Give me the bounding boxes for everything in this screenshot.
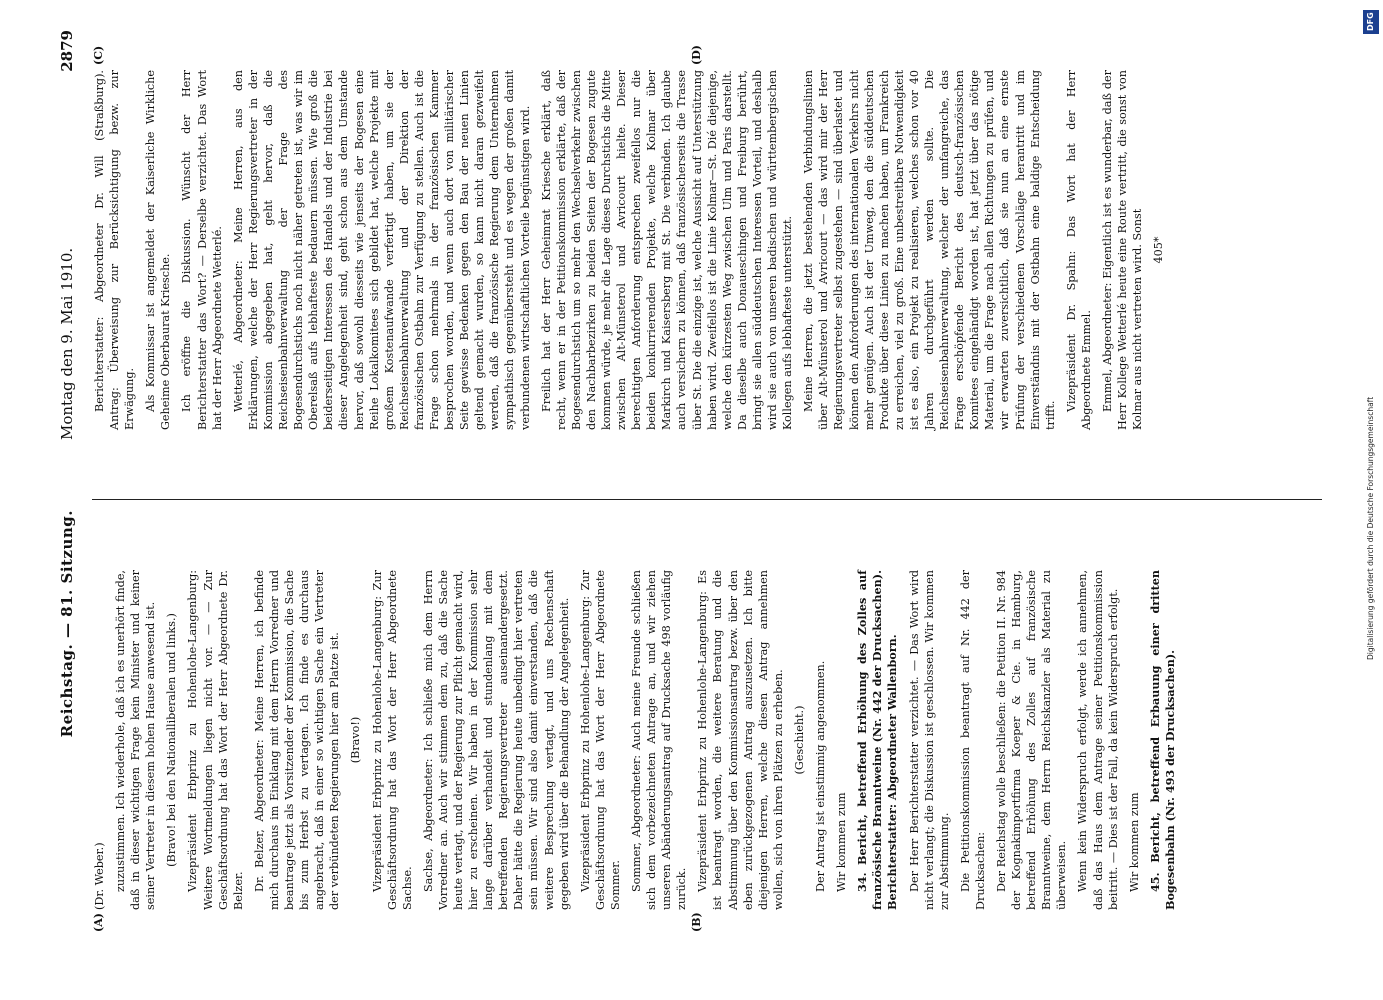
dfg-logo: DFG xyxy=(1363,10,1379,34)
marker-d: (D) xyxy=(690,45,703,65)
interjection: (Geschieht.) xyxy=(792,705,806,775)
paragraph: Emmel, Abgeordneter: Eigentlich ist es wunderbar, daß der Herr Kollege Wetterlé heute eine Route vertritt, die sonst von Kolmar aus nicht vertreten wird. Sonst xyxy=(1101,70,1145,430)
paragraph: Meine Herren, die jetzt bestehenden Verbindungslinien über Alt-Münsterol und Avricourt — das wird mir der Herr Regierungsvertreter selbst zugestehen — sind überlastet und können den Anforderungen des internationalen Verkehrs nicht mehr genügen. Auch ist der Umweg, den die süddeutschen Produkte über diese Linien zu machen haben, um Frankreich zu erreichen, viel zu groß. Eine unbestreitbare Notwendigkeit ist es also, ein Projekt zu realisieren, welches schon vor 40 Jahren durchgeführt werden sollte. Die Reichseisenbahnverwaltung, welcher der umfangreiche, das Frage erschöpfende Bericht des deutsch-französischen Komitees eingehändigt worden ist, hat jetzt über das nötige Material, um die Frage nach allen Richtungen zu prüfen, und wir erwarten zuversichtlich, daß sie nun an eine ernste Prüfung der verschiedenen Vorschläge herantritt und im Einverständnis mit der Ostbahn eine baldige Entscheidung trifft. xyxy=(802,70,1057,430)
speaker-continuation: (Dr. Weber.) xyxy=(93,842,106,910)
marker-c: (C) xyxy=(92,45,105,65)
paragraph: Wir kommen zum xyxy=(835,792,849,892)
paragraph: Der Antrag ist einstimmig angenommen. xyxy=(814,660,828,892)
paragraph: Vizepräsident Erbprinz zu Hohenlohe-Langenburg: Weitere Wortmeldungen liegen nicht vor. — — Zur Geschäftsordnung hat das Wort der Herr Abgeordnete Dr. Belzer. xyxy=(186,570,245,910)
motion-text: Der Reichstag wolle beschließen: die Petition II. Nr. 984 der Kognakimportfirma Koeper & Cie. in Hamburg, betreffend Erhöhung des Zolles auf französische Branntweine, dem Herrn Reichskanzler als Material zu überweisen. xyxy=(994,570,1069,910)
paragraph: Wir kommen zum xyxy=(1127,792,1141,892)
paragraph: Dr. Belzer, Abgeordneter: Meine Herren, ich befinde mich durchaus im Einklang mit dem Herrn Vorredner und beantrage jetzt als Vorsitzender der Kommission, die Sache bis zum Herbst zu vertagen. Ich finde es durchaus angebracht, daß in einer so wichtigen Sache ein Vertreter der verbündeten Regierungen hier am Platze ist. xyxy=(252,570,342,910)
header-title: Reichstag. — 81. Sitzung. xyxy=(58,510,76,738)
paragraph: Vizepräsident Dr. Spahn: Das Wort hat der Herr Abgeordnete Emmel. xyxy=(1064,70,1093,430)
marker-a: (A) xyxy=(92,913,105,932)
paragraph: Der Herr Berichterstatter verzichtet. — Das Wort wird nicht verlangt; die Diskussion ist geschlossen. Wir kommen zur Abstimmung. xyxy=(907,570,951,910)
paragraph: Wetterlé, Abgeordneter: Meine Herren, aus den Erklärungen, welche der Herr Regierungsvertreter in der Kommission abgegeben hat, geht hervor, daß die Reichseisenbahnverwaltung der Frage des Bogesendurchstichs noch nicht näher getreten ist, was wir im Oberelsaß aufs lebhafteste bedauern müssen. Wie groß die beiderseitigen Interessen des Handels und der Industrie bei dieser Angelegenheit sind, geht schon aus dem Umstande hervor, daß sowohl diesseits wie jenseits der Bogesen eine Reihe Lokalkomitees sich gebildet hat, welche Projekte mit großem Kostenaufwande verfertigt haben, um sie der Reichseisenbahnverwaltung und der Direktion der französischen Ostbahn zur Verfügung zu stellen. Auch ist die Frage schon mehrmals in der französischen Kammer besprochen worden, und wenn auch dort von militärischer Seite gewisse Bedenken gegen den Bau der neuen Linien geltend gemacht wurden, so kann nicht daran gezweifelt werden, daß die französische Regierung dem Unternehmen sympathisch gegenübersteht und es wegen der großen damit verbundenen wirtschaftlichen Vorteile begünstigen wird. xyxy=(231,70,532,430)
paragraph: Sommer, Abgeordneter: Auch meine Freunde schließen sich dem vorbezeichneten Antrage an, und wir ziehen unseren Abänderungsantrag auf Drucksache 498 vorläufig zurück. xyxy=(630,570,689,910)
right-header xyxy=(58,30,82,440)
agenda-item: 34. Bericht, betreffend Erhöhung des Zolles auf französische Branntweine (Nr. 442 der Drucksachen). Berichterstatter: Abgeordneter Wallenborn. xyxy=(855,570,900,910)
paragraph: Berichterstatter: Abgeordneter Dr. Will (Straßburg). Antrag: Überweisung zur Berücksichtigung bezw. zur Erwägung. xyxy=(93,70,137,430)
left-column xyxy=(92,570,1184,910)
right-column xyxy=(92,70,1172,430)
paragraph: Ich eröffne die Diskussion. Wünscht der Herr Berichterstatter das Wort? — Derselbe verzichtet. Das Wort hat der Herr Abgeordnete Wetterlé. xyxy=(180,70,224,430)
interjection: (Bravo!) xyxy=(349,716,363,764)
paragraph: Wenn kein Widerspruch erfolgt, werde ich annehmen, daß das Haus dem Antrage seiner Petitionskommission beitritt. — Dies ist der Fall, da kein Widerspruch erfolgt. xyxy=(1076,570,1120,910)
paragraph: Die Petitionskommission beantragt auf Nr. 442 der Drucksachen: xyxy=(958,570,987,910)
credit-text: Digitalisierung gefördert durch die Deutsche Forschungsgemeinschaft xyxy=(1366,396,1375,660)
left-header xyxy=(58,510,82,930)
page-number: 2879 xyxy=(58,30,76,72)
marker-b: (B) xyxy=(690,912,703,932)
paragraph: Sachse, Abgeordneter: Ich schließe mich dem Herrn Vorredner an. Auch wir stimmen dem zu, daß die Sache heute vertagt, und der Regierung zur Pflicht gemacht wird, hier zu erscheinen. Wir haben in der Kommission sehr lange darüber verhandelt und stundenlang mit dem betreffenden Regierungsvertreter auseinandergesetzt. Daher hätte die Regierung heute unbedingt hier vertreten sein müssen. Wir sind also damit einverstanden, daß die weitere Besprechung vertagt, und uns Rechenschaft gegeben wird über die Behandlung der Angelegenheit. xyxy=(421,570,571,910)
paragraph: Freilich hat der Herr Geheimrat Kriesche erklärt, daß recht, wenn er in der Petitionskommission erklärte, daß der Bogesendurchstich um so mehr den Wechselverkehr zwischen den Nachbarbezirken zu beiden Seiten der Bogesen zugute kommen würde, je mehr die Lage dieses Durchstichs die Mitte zwischen Alt-Münsterol und Avricourt hielte. Dieser berechtigten Anforderung entsprechen zweifellos nur die beiden konkurrierenden Projekte, welche Kolmar über Markirch und Kaisersberg mit St. Die verbinden. Ich glaube auch versichern zu können, daß französischerseits die Trasse über St. Die die einzige ist, welche Aussicht auf Unterstützung haben wird. Zweifellos ist die Linie Kolmar—St. Dié diejenige, welche den kürzesten Weg zwischen Ulm und Paris darstellt. Da dieselbe auch Donaueschingen und Freiburg berührt, bringt sie allen süddeutschen Interessen Vorteil, und deshalb wird sie auch von unseren badischen und württembergischen Kollegen aufs lebhafteste unterstützt. xyxy=(539,70,795,430)
paragraph: zuzustimmen. Ich wiederhole, daß ich es unerhört finde, daß in dieser wichtigen Frage kein Minister und keiner seiner Vertreter in diesem hohen Hause anwesend ist. xyxy=(114,570,158,910)
signature-mark: 405* xyxy=(1152,236,1166,264)
column-divider xyxy=(92,499,1322,500)
paragraph: Als Kommissar ist angemeldet der Kaiserliche Wirkliche Geheime Oberbaurat Kriesche. xyxy=(144,70,173,430)
paragraph: Vizepräsident Erbprinz zu Hohenlohe-Langenburg: Es ist beantragt worden, die weitere Beratung und die Abstimmung über den Kommissionsantrag bezw. über den eben zurückgezogenen Antrag auszusetzen. Ich bitte diejenigen Herren, welche diesen Antrag annehmen wollen, sich von ihren Plätzen zu erheben. xyxy=(696,570,785,910)
paragraph: Vizepräsident Erbprinz zu Hohenlohe-Langenburg: Zur Geschäftsordnung hat das Wort der Herr Abgeordnete Sommer. xyxy=(578,570,622,910)
agenda-item: 45. Bericht, betreffend Erbauung einer dritten Bogesenbahn (Nr. 493 der Drucksachen). xyxy=(1147,570,1177,910)
paragraph: Vizepräsident Erbprinz zu Hohenlohe-Langenburg: Zur Geschäftsordnung hat das Wort der Herr Abgeordnete Sachse. xyxy=(370,570,414,910)
interjection: (Bravo! bei den Nationalliberalen und links.) xyxy=(165,613,179,867)
header-date: Montag den 9. Mai 1910. xyxy=(58,247,76,440)
